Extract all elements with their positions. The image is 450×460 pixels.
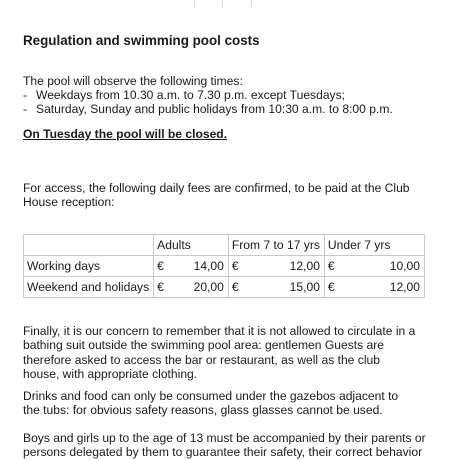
fee-value: 14,00	[193, 259, 224, 273]
divider-mark	[251, 0, 252, 7]
fee-cell	[228, 277, 324, 298]
table-row	[24, 277, 425, 298]
fee-cell	[324, 277, 424, 298]
currency-symbol: €	[157, 259, 164, 273]
clothing-paragraph: Finally, it is our concern to remember that it is not allowed to circulate in a bathing suit outside the swimming pool area: gentlemen Guests are therefore asked to access the bar or restaurant, as well as the club house, with appropriate clothing.	[23, 324, 416, 382]
fees-intro: For access, the following daily fees are confirmed, to be paid at the Club House reception:	[23, 181, 410, 210]
table-header-cell	[24, 235, 154, 256]
pool-times-list	[23, 88, 393, 117]
fee-cell	[154, 277, 229, 298]
row-label: Weekend and holidays	[24, 277, 154, 298]
document-title: Regulation and swimming pool costs	[23, 33, 260, 48]
fee-cell	[228, 256, 324, 277]
list-item-text: Weekdays from 10.30 a.m. to 7.30 p.m. except Tuesdays;	[36, 88, 345, 102]
currency-symbol: €	[327, 259, 335, 273]
fee-value: 12,00	[389, 280, 420, 294]
dash-bullet: -	[23, 102, 28, 117]
table-row	[24, 256, 425, 277]
table-header-cell: From 7 to 17 yrs	[228, 235, 324, 256]
closed-notice: On Tuesday the pool will be closed.	[23, 127, 228, 141]
table-header-cell: Adults	[154, 235, 229, 256]
currency-symbol: €	[231, 259, 239, 273]
fees-table	[23, 234, 425, 298]
fee-value: 10,00	[389, 259, 420, 273]
fee-cell	[324, 256, 424, 277]
currency-symbol: €	[157, 280, 164, 294]
row-label: Working days	[24, 256, 154, 277]
pool-times-intro: The pool will observe the following times:	[23, 74, 243, 88]
fee-value: 15,00	[289, 280, 320, 294]
fee-value: 12,00	[289, 259, 320, 273]
list-item-text: Saturday, Sunday and public holidays from 10:30 a.m. to 8:00 p.m.	[36, 102, 393, 117]
table-header-row	[24, 235, 425, 256]
dash-bullet: -	[23, 88, 28, 102]
children-paragraph: Boys and girls up to the age of 13 must be accompanied by their parents or persons delegated by them to guarantee their safety, their correct behavior	[23, 431, 426, 460]
currency-symbol: €	[327, 280, 335, 294]
divider-mark	[194, 0, 195, 7]
table-header-cell: Under 7 yrs	[324, 235, 424, 256]
currency-symbol: €	[231, 280, 239, 294]
food-paragraph: Drinks and food can only be consumed under the gazebos adjacent to the tubs: for obvious safety reasons, glass glasses cannot be used.	[23, 389, 399, 418]
divider-mark	[222, 0, 223, 7]
page-top-divider	[194, 0, 252, 7]
list-item	[23, 88, 393, 102]
list-item	[23, 102, 393, 116]
fee-cell	[154, 256, 229, 277]
fee-value: 20,00	[193, 280, 224, 294]
